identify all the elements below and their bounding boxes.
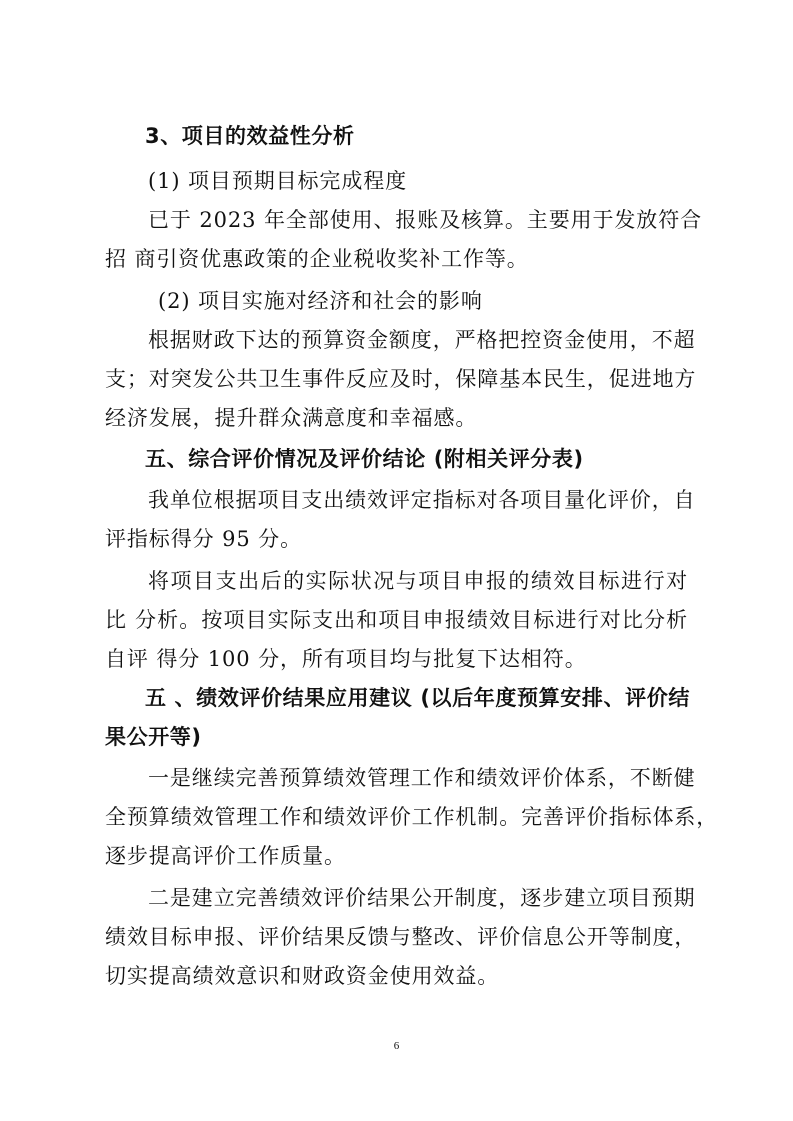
paragraph-line: 全预算绩效管理工作和绩效评价工作机制。完善评价指标体系， xyxy=(105,805,719,829)
section-heading-benefit-analysis: 3、项目的效益性分析 xyxy=(145,124,355,148)
paragraph-line: 经济发展，提升群众满意度和幸福感。 xyxy=(105,406,478,430)
paragraph-line: 将项目支出后的实际状况与项目申报的绩效目标进行对 xyxy=(148,569,688,593)
subheading-goal-completion: (1) 项目预期目标完成程度 xyxy=(148,169,408,193)
paragraph-line: 绩效目标申报、评价结果反馈与整改、评价信息公开等制度， xyxy=(105,925,697,949)
section-heading-result-application: 五 、绩效评价结果应用建议 (以后年度预算安排、评价结 xyxy=(145,686,690,710)
paragraph-line: 评指标得分 95 分。 xyxy=(105,527,302,551)
paragraph-line: 比 分析。按项目实际支出和项目申报绩效目标进行对比分析 xyxy=(105,608,688,632)
paragraph-line: 已于 2023 年全部使用、报账及核算。主要用于发放符合 xyxy=(148,208,702,232)
subheading-economic-social-impact: (2) 项目实施对经济和社会的影响 xyxy=(158,289,483,313)
paragraph-line: 招 商引资优惠政策的企业税收奖补工作等。 xyxy=(105,247,529,271)
paragraph-line: 根据财政下达的预算资金额度，严格把控资金使用，不超 xyxy=(148,328,696,352)
section-heading-evaluation-conclusion: 五、综合评价情况及评价结论 (附相关评分表) xyxy=(145,447,584,471)
paragraph-line: 逐步提高评价工作质量。 xyxy=(105,844,346,868)
page-number: 6 xyxy=(393,1040,400,1052)
paragraph-line: 切实提高绩效意识和财政资金使用效益。 xyxy=(105,964,500,988)
section-heading-result-application-cont: 果公开等) xyxy=(105,725,202,749)
paragraph-line: 我单位根据项目支出绩效评定指标对各项目量化评价，自 xyxy=(148,488,696,512)
paragraph-line: 自评 得分 100 分，所有项目均与批复下达相符。 xyxy=(105,647,587,671)
paragraph-line: 一是继续完善预算绩效管理工作和绩效评价体系，不断健 xyxy=(148,766,696,790)
paragraph-line: 支；对突发公共卫生事件反应及时，保障基本民生，促进地方 xyxy=(105,367,697,391)
paragraph-line: 二是建立完善绩效评价结果公开制度，逐步建立项目预期 xyxy=(148,886,696,910)
